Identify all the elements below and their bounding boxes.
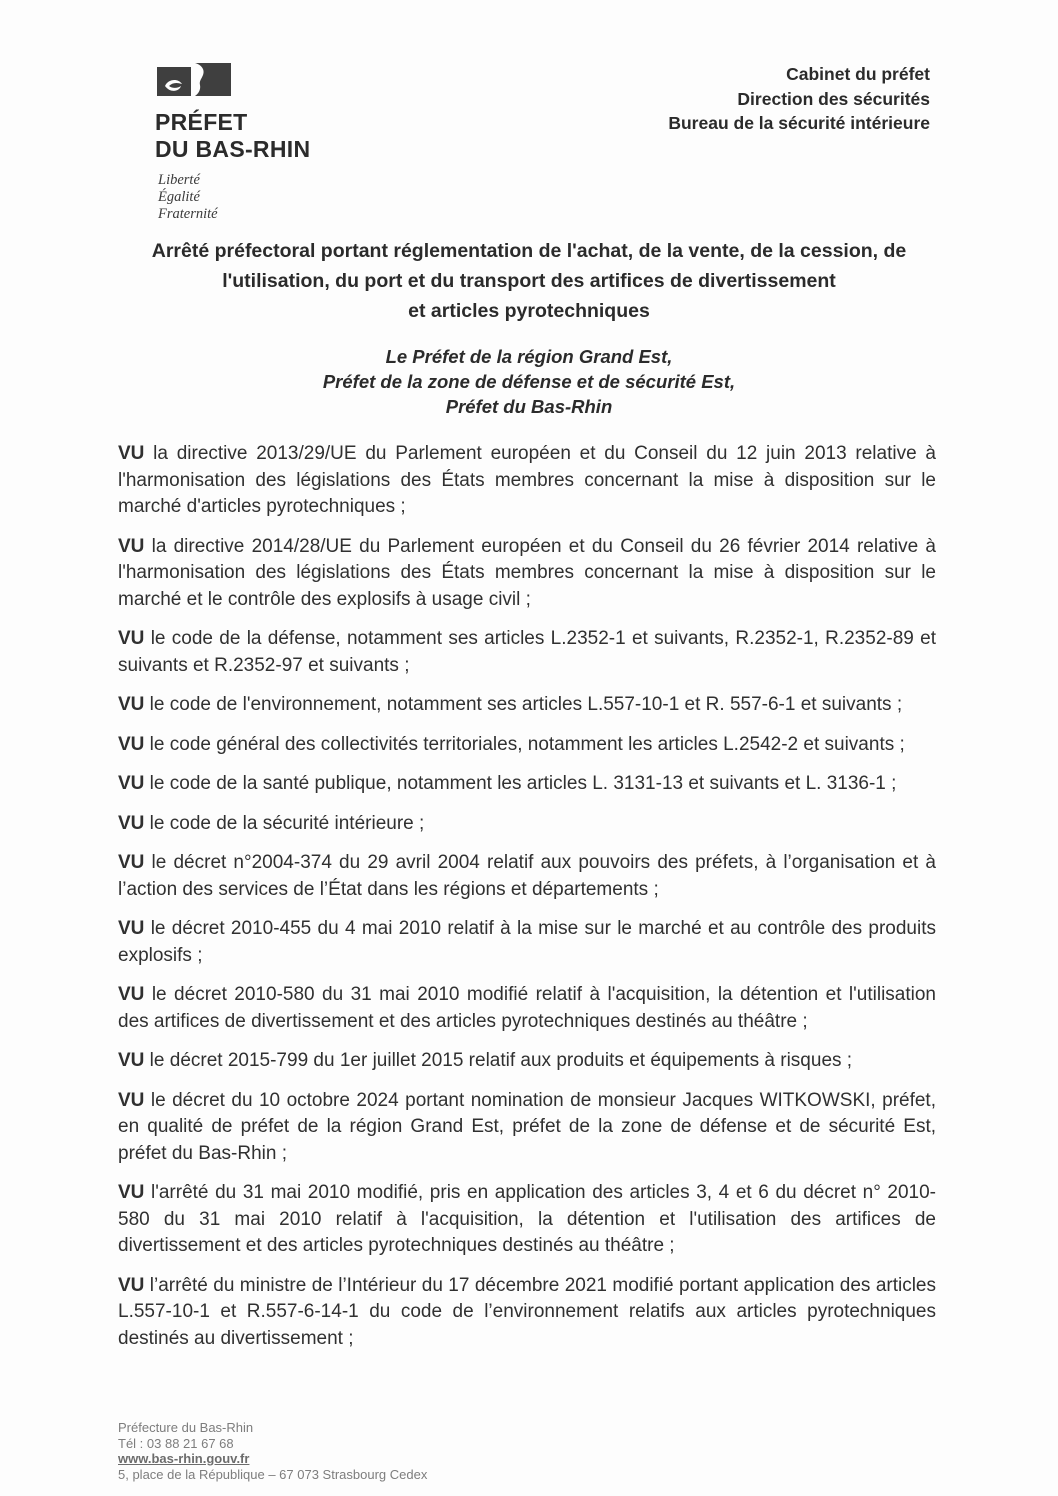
vu-text: le code de la santé publique, notamment les articles L. 3131-13 et suivants et L. 3136-1 ; bbox=[144, 773, 897, 794]
vu-text: le code de la sécurité intérieure ; bbox=[144, 812, 425, 834]
document-subtitle bbox=[118, 344, 940, 419]
motto-fraternite: Fraternité bbox=[158, 206, 218, 222]
document-title bbox=[118, 236, 940, 326]
vu-label: VU bbox=[118, 694, 145, 715]
letterhead bbox=[155, 58, 310, 223]
vu-label: VU bbox=[118, 733, 145, 755]
vu-text: la directive 2013/29/UE du Parlement européen et du Conseil du 12 juin 2013 relative à l'harmonisation des législations des États membres concernant la mise à disposition sur le marché d'articles pyrotechniques ; bbox=[118, 443, 936, 517]
vu-paragraph bbox=[118, 1273, 936, 1353]
vu-label: VU bbox=[118, 984, 145, 1005]
motto-liberte: Liberté bbox=[158, 172, 200, 188]
footer bbox=[118, 1420, 427, 1482]
footer-website-link[interactable]: www.bas-rhin.gouv.fr bbox=[118, 1451, 250, 1466]
title-line-2: l'utilisation, du port et du transport des artifices de divertissement bbox=[222, 270, 836, 292]
body-paragraphs bbox=[118, 441, 936, 1365]
vu-label: VU bbox=[118, 535, 145, 557]
vu-paragraph bbox=[118, 1088, 936, 1168]
footer-address: 5, place de la République – 67 073 Strasbourg Cedex bbox=[118, 1466, 428, 1482]
vu-paragraph bbox=[118, 692, 936, 719]
vu-text: le décret du 10 octobre 2024 portant nomination de monsieur Jacques WITKOWSKI, préfet, en qualité de préfet de la région Grand Est, préfet de la zone de défense et de sécurité Est, préfet du Bas-Rhin ; bbox=[118, 1089, 936, 1164]
vu-label: VU bbox=[118, 1182, 145, 1203]
vu-text: le décret 2010-580 du 31 mai 2010 modifié relatif à l'acquisition, la détention et l'utilisation des artifices de divertissement et des articles pyrotechniques destinés au théâtre ; bbox=[118, 984, 936, 1032]
vu-label: VU bbox=[118, 443, 145, 464]
vu-paragraph bbox=[118, 626, 936, 679]
vu-label: VU bbox=[118, 852, 145, 873]
vu-paragraph bbox=[118, 534, 936, 614]
vu-label: VU bbox=[118, 1050, 145, 1071]
vu-paragraph bbox=[118, 982, 936, 1035]
vu-label: VU bbox=[118, 628, 145, 649]
marianne-logo-icon bbox=[157, 58, 233, 104]
vu-text: l’arrêté du ministre de l’Intérieur du 17 décembre 2021 modifié portant application des articles L.557-10-1 et R.557-6-14-1 du code de l’environnement relatifs aux articles pyrotechniques destinés au divertissement ; bbox=[118, 1274, 936, 1349]
vu-paragraph bbox=[118, 732, 936, 759]
footer-phone: Tél : 03 88 21 67 68 bbox=[118, 1435, 234, 1451]
office-line-bureau: Bureau de la sécurité intérieure bbox=[668, 113, 930, 133]
vu-text: le décret n°2004-374 du 29 avril 2004 relatif aux pouvoirs des préfets, à l’organisation et à l’action des services de l’État dans les régions et départements ; bbox=[118, 852, 936, 900]
vu-label: VU bbox=[118, 812, 145, 834]
vu-label: VU bbox=[118, 773, 145, 794]
vu-text: le décret 2010-455 du 4 mai 2010 relatif à la mise sur le marché et au contrôle des produits explosifs ; bbox=[118, 918, 936, 966]
vu-paragraph bbox=[118, 1180, 936, 1260]
vu-text: la directive 2014/28/UE du Parlement européen et du Conseil du 26 février 2014 relative à l'harmonisation des législations des États membres concernant la mise à disposition sur le marché et le contrôle des explosifs à usage civil ; bbox=[118, 535, 936, 610]
title-line-1: Arrêté préfectoral portant réglementation de l'achat, de la vente, de la cession, de bbox=[151, 240, 907, 262]
vu-paragraph bbox=[118, 916, 936, 969]
republic-motto bbox=[158, 172, 310, 223]
vu-text: le code général des collectivités territoriales, notamment les articles L.2542-2 et suivants ; bbox=[144, 733, 905, 755]
vu-text: le code de l'environnement, notamment ses articles L.557-10-1 et R. 557-6-1 et suivants ; bbox=[144, 694, 903, 715]
subtitle-line-3: Préfet du Bas-Rhin bbox=[445, 396, 613, 417]
vu-label: VU bbox=[118, 1274, 145, 1296]
vu-text: le décret 2015-799 du 1er juillet 2015 relatif aux produits et équipements à risques ; bbox=[144, 1050, 853, 1071]
title-line-3: et articles pyrotechniques bbox=[408, 300, 650, 322]
prefecture-name-line2: DU BAS-RHIN bbox=[155, 136, 311, 162]
office-line-cabinet: Cabinet du préfet bbox=[786, 64, 930, 84]
subtitle-line-1: Le Préfet de la région Grand Est, bbox=[385, 346, 673, 367]
subtitle-line-2: Préfet de la zone de défense et de sécurité Est, bbox=[322, 371, 736, 392]
vu-paragraph bbox=[118, 771, 936, 798]
vu-label: VU bbox=[118, 918, 145, 939]
vu-paragraph bbox=[118, 850, 936, 903]
vu-text: le code de la défense, notamment ses articles L.2352-1 et suivants, R.2352-1, R.2352-89 et suivants et R.2352-97 et suivants ; bbox=[118, 628, 936, 676]
prefecture-name bbox=[155, 109, 310, 163]
vu-label: VU bbox=[118, 1089, 145, 1111]
vu-paragraph bbox=[118, 441, 936, 521]
vu-paragraph bbox=[118, 811, 936, 838]
vu-paragraph bbox=[118, 1048, 936, 1075]
office-line-direction: Direction des sécurités bbox=[737, 88, 930, 109]
footer-office: Préfecture du Bas-Rhin bbox=[118, 1420, 254, 1435]
issuing-office bbox=[668, 62, 930, 136]
motto-egalite: Égalité bbox=[158, 189, 200, 205]
prefecture-name-line1: PRÉFET bbox=[155, 109, 248, 135]
vu-text: l'arrêté du 31 mai 2010 modifié, pris en application des articles 3, 4 et 6 du décret n° 2010-580 du 31 mai 2010 relatif à l'acquisition, la détention et l'utilisation des artifices de divertissement et des articles pyrotechniques destinés au théâtre ; bbox=[118, 1182, 936, 1256]
